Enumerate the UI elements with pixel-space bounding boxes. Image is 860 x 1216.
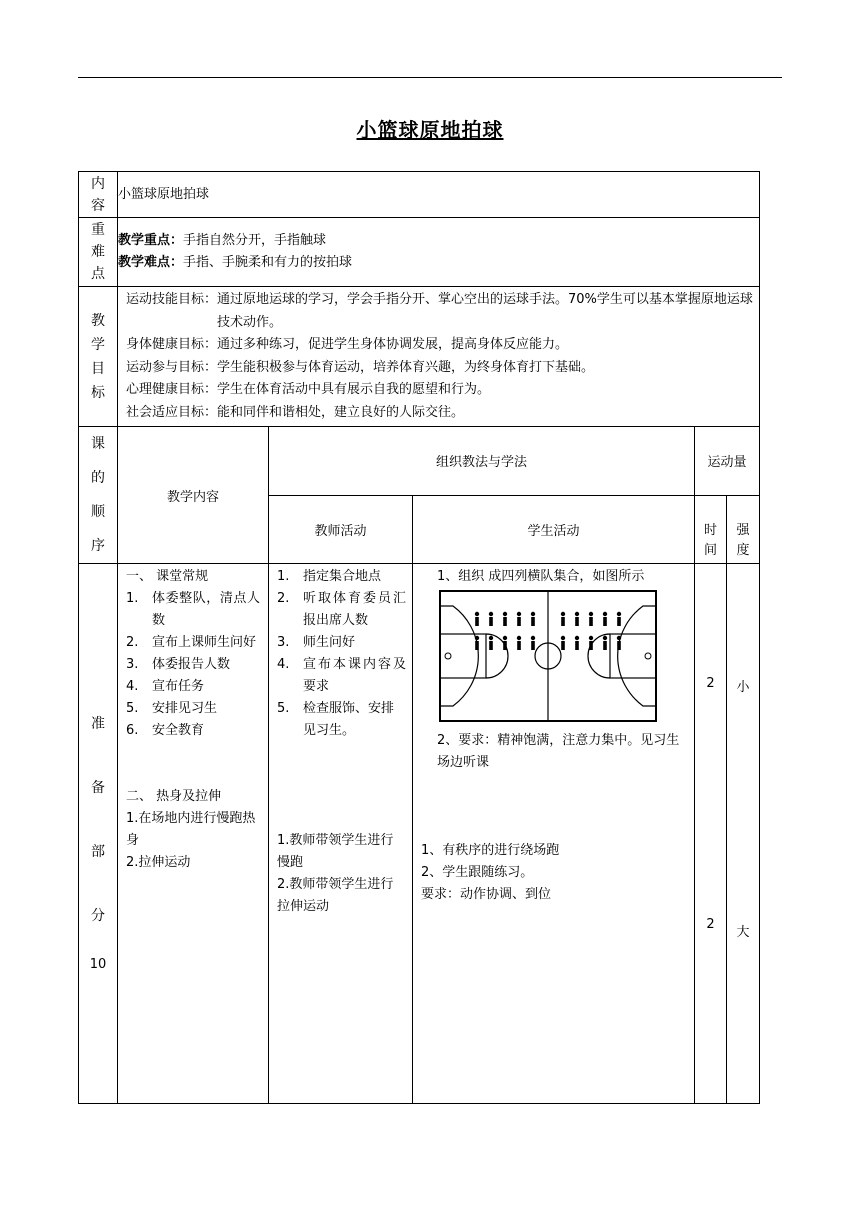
teacher-header: 教师活动 xyxy=(269,495,413,564)
section2-item: 2.拉伸运动 xyxy=(126,855,191,870)
header-rule xyxy=(78,77,782,78)
player-icon xyxy=(503,617,507,626)
page-title: 小篮球原地拍球 xyxy=(356,118,504,142)
key-points-cell xyxy=(118,218,760,287)
player-icon xyxy=(475,641,479,650)
player-icon xyxy=(589,617,593,626)
player-icon xyxy=(517,636,521,640)
player-icon xyxy=(561,612,565,616)
court-diagram xyxy=(439,590,688,726)
teaching-content-header: 教学内容 xyxy=(118,427,269,564)
player-icon xyxy=(603,636,607,640)
student-line-2: 2、要求：精神饱满，注意力集中。见习生场边听课 xyxy=(437,733,680,770)
focus-line: 教学重点：手指自然分开，手指触球 xyxy=(118,233,327,248)
player-icon xyxy=(531,617,535,626)
list-item: 3. 师生问好 xyxy=(277,635,356,650)
player-icon xyxy=(561,636,565,640)
player-icon xyxy=(503,636,507,640)
goal-social: 社会适应目标： 能和同伴和谐相处，建立良好的人际交往。 xyxy=(126,404,465,420)
player-icon xyxy=(575,617,579,626)
section1-list xyxy=(126,588,260,742)
student-item: 2、学生跟随练习。 xyxy=(421,865,534,880)
key-points-label: 重难点 xyxy=(79,218,118,287)
player-icon xyxy=(503,612,507,616)
difficulty-line: 教学难点：手指、手腕柔和有力的按拍球 xyxy=(118,255,353,270)
student-line-1: 1、组织 成四列横队集合，如图所示 xyxy=(437,569,645,584)
section1-heading: 一、 课堂常规 xyxy=(126,569,209,584)
player-icon xyxy=(517,641,521,650)
player-icon xyxy=(589,612,593,616)
time-header: 时间 xyxy=(695,495,727,564)
intensity-cell xyxy=(727,564,760,1104)
player-icon xyxy=(475,617,479,626)
player-icon xyxy=(489,617,493,626)
player-icon xyxy=(575,612,579,616)
part-label: 准备部分 10 xyxy=(79,564,118,1104)
list-item: 2. 宣布上课师生问好 xyxy=(126,635,257,650)
player-icon xyxy=(617,636,621,640)
time-cell xyxy=(695,564,727,1104)
player-icon xyxy=(589,636,593,640)
player-icon xyxy=(603,641,607,650)
content-label: 内容 xyxy=(79,172,118,218)
player-icon xyxy=(475,636,479,640)
time-value-2: 2 xyxy=(706,917,715,932)
player-icon xyxy=(575,636,579,640)
player-icon xyxy=(517,612,521,616)
player-icon xyxy=(617,617,621,626)
player-icon xyxy=(589,641,593,650)
player-icon xyxy=(561,617,565,626)
goal-participation: 运动参与目标： 学生能积极参与体育运动，培养体育兴趣，为终身体育打下基础。 xyxy=(126,359,595,375)
player-icon xyxy=(475,612,479,616)
teacher-activity-cell xyxy=(269,564,413,1104)
content-value: 小篮球原地拍球 xyxy=(118,172,760,218)
teacher-item: 1.教师带领学生进行慢跑 xyxy=(277,833,394,870)
intensity-header: 强度 xyxy=(727,495,760,564)
time-value-1: 2 xyxy=(706,676,715,691)
student-activity-cell xyxy=(413,564,695,1104)
goal-health: 身体健康目标： 通过多种练习，促进学生身体协调发展，提高身体反应能力。 xyxy=(126,337,569,352)
player-icon xyxy=(561,641,565,650)
order-label: 课的顺序 xyxy=(79,427,118,564)
player-icon xyxy=(531,641,535,650)
list-item: 1. 体委整队，清点人数 xyxy=(126,591,260,628)
student-header: 学生活动 xyxy=(413,495,695,564)
student-item: 1、有秩序的进行绕场跑 xyxy=(421,843,560,858)
player-icon xyxy=(617,612,621,616)
player-icon xyxy=(617,641,621,650)
player-icon xyxy=(575,641,579,650)
list-item: 3. 体委报告人数 xyxy=(126,657,231,672)
player-icon xyxy=(603,612,607,616)
methods-header: 组织教法与学法 xyxy=(269,427,695,496)
list-item: 6. 安全教育 xyxy=(126,723,205,738)
section2-heading: 二、 热身及拉伸 xyxy=(126,789,222,804)
goals-cell xyxy=(118,287,760,427)
intensity-value-2: 大 xyxy=(736,925,750,940)
player-icon xyxy=(489,641,493,650)
teaching-content-cell xyxy=(118,564,269,1104)
goals-label: 教学目标 xyxy=(79,287,118,427)
goal-mental: 心理健康目标： 学生在体育活动中具有展示自我的愿望和行为。 xyxy=(126,382,491,397)
list-item: 1. 指定集合地点 xyxy=(277,569,382,584)
list-item: 5. 安排见习生 xyxy=(126,701,218,716)
list-item: 4. 宣布任务 xyxy=(126,679,205,694)
lesson-plan-table xyxy=(78,171,760,1104)
player-icon xyxy=(603,617,607,626)
player-icon xyxy=(489,612,493,616)
goal-skill: 运动技能目标： 通过原地运球的学习，学会手指分开、掌心空出的运球手法。70%学生可以基本掌握原地运球技术动作。 xyxy=(126,292,753,330)
basketball-court-icon xyxy=(439,590,657,722)
player-icon xyxy=(489,636,493,640)
student-item: 要求：动作协调、到位 xyxy=(421,887,552,902)
player-icon xyxy=(517,617,521,626)
intensity-value-1: 小 xyxy=(736,680,750,695)
list-item: 2. 听取体育委员汇报出席人数 xyxy=(277,591,406,628)
list-item: 4. 宣布本课内容及要求 xyxy=(277,657,406,694)
load-header: 运动量 xyxy=(695,427,760,496)
section2-item: 1.在场地内进行慢跑热身 xyxy=(126,811,256,848)
part-minutes: 10 xyxy=(89,956,107,972)
player-icon xyxy=(531,636,535,640)
player-icon xyxy=(531,612,535,616)
teacher-item: 2.教师带领学生进行拉伸运动 xyxy=(277,877,394,914)
teacher-list xyxy=(277,566,406,742)
list-item: 5. 检查服饰、安排见习生。 xyxy=(277,701,395,738)
player-icon xyxy=(503,641,507,650)
